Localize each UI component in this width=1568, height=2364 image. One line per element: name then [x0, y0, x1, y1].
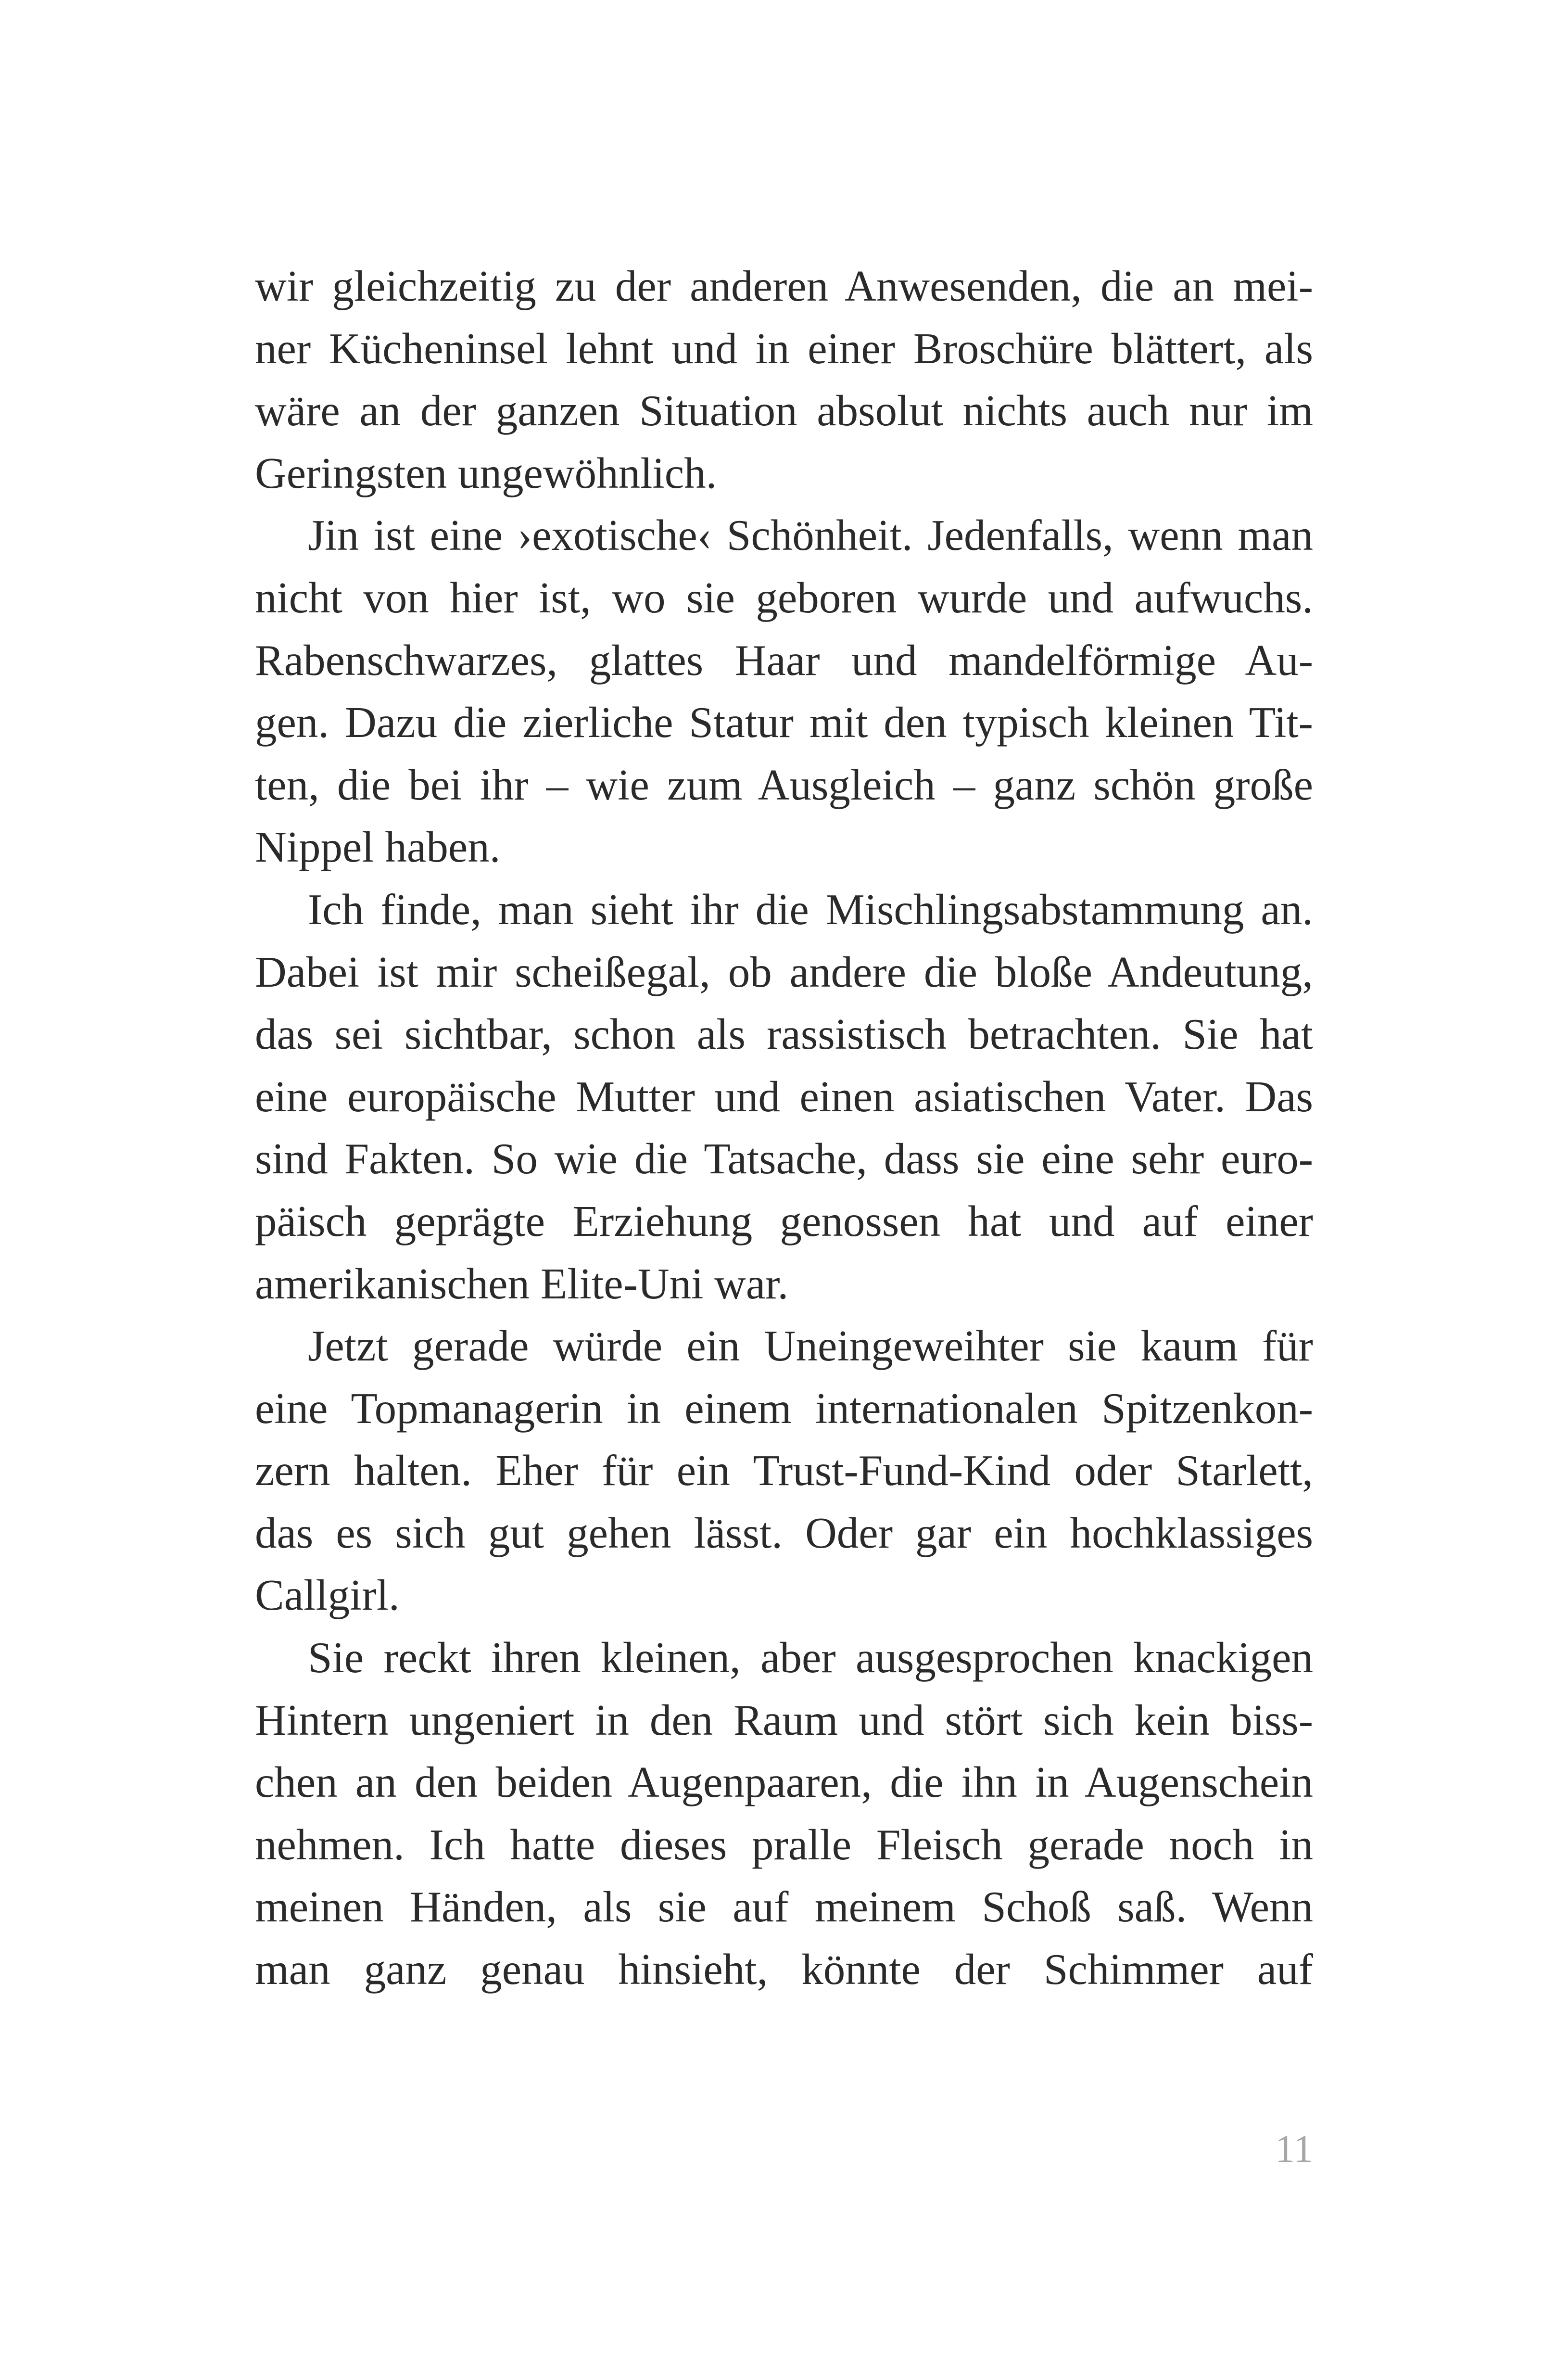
text-line: Callgirl.: [255, 1571, 400, 1620]
paragraph-5: [255, 1627, 1313, 2001]
text-line: Nippel haben.: [255, 823, 501, 872]
text-line: eine Topmanagerin in einem internationalen Spitzenkon-: [255, 1384, 1313, 1433]
text-line: sind Fakten. So wie die Tatsache, dass sie eine sehr euro-: [255, 1134, 1313, 1183]
text-line: chen an den beiden Augenpaaren, die ihn in Augenschein: [255, 1758, 1313, 1807]
text-line: amerikanischen Elite-Uni war.: [255, 1259, 789, 1308]
text-line: man ganz genau hinsieht, könnte der Schimmer auf: [255, 1945, 1313, 1994]
text-line: Geringsten ungewöhnlich.: [255, 448, 717, 497]
paragraph-3: [255, 878, 1313, 1315]
text-line: Sie reckt ihren kleinen, aber ausgesprochen knackigen: [308, 1633, 1313, 1682]
text-line: nehmen. Ich hatte dieses pralle Fleisch gerade noch in: [255, 1820, 1313, 1869]
text-line: ner Kücheninsel lehnt und in einer Broschüre blättert, als: [255, 324, 1313, 373]
text-line: das es sich gut gehen lässt. Oder gar ein hochklassiges: [255, 1508, 1313, 1557]
text-line: Hintern ungeniert in den Raum und stört sich kein biss-: [255, 1695, 1313, 1744]
paragraph-2: [255, 504, 1313, 878]
text-line: ten, die bei ihr – wie zum Ausgleich – ganz schön große: [255, 760, 1313, 809]
paragraph-4: [255, 1315, 1313, 1627]
text-line: gen. Dazu die zierliche Statur mit den typisch kleinen Tit-: [255, 698, 1313, 747]
text-line: päisch geprägte Erziehung genossen hat und auf einer: [255, 1196, 1313, 1246]
text-line: Dabei ist mir scheißegal, ob andere die bloße Andeutung,: [255, 947, 1313, 996]
text-line: Jin ist eine ›exotische‹ Schönheit. Jedenfalls, wenn man: [308, 511, 1313, 560]
text-line: meinen Händen, als sie auf meinem Schoß saß. Wenn: [255, 1882, 1313, 1932]
page-number: 11: [1275, 2127, 1313, 2171]
text-line: eine europäische Mutter und einen asiatischen Vater. Das: [255, 1072, 1313, 1121]
text-line: zern halten. Eher für ein Trust-Fund-Kind oder Starlett,: [255, 1446, 1313, 1495]
paragraph-1: [255, 255, 1313, 504]
body-text: [255, 255, 1313, 2001]
text-line: Jetzt gerade würde ein Uneingeweihter sie kaum für: [308, 1322, 1313, 1371]
text-line: wir gleichzeitig zu der anderen Anwesenden, die an mei-: [255, 262, 1313, 310]
text-line: nicht von hier ist, wo sie geboren wurde und aufwuchs.: [255, 573, 1313, 622]
text-line: Rabenschwarzes, glattes Haar und mandelförmige Au-: [255, 635, 1313, 685]
text-line: das sei sichtbar, schon als rassistisch betrachten. Sie hat: [255, 1010, 1313, 1059]
text-line: Ich finde, man sieht ihr die Mischlingsabstammung an.: [308, 885, 1313, 934]
text-line: wäre an der ganzen Situation absolut nichts auch nur im: [255, 386, 1313, 435]
